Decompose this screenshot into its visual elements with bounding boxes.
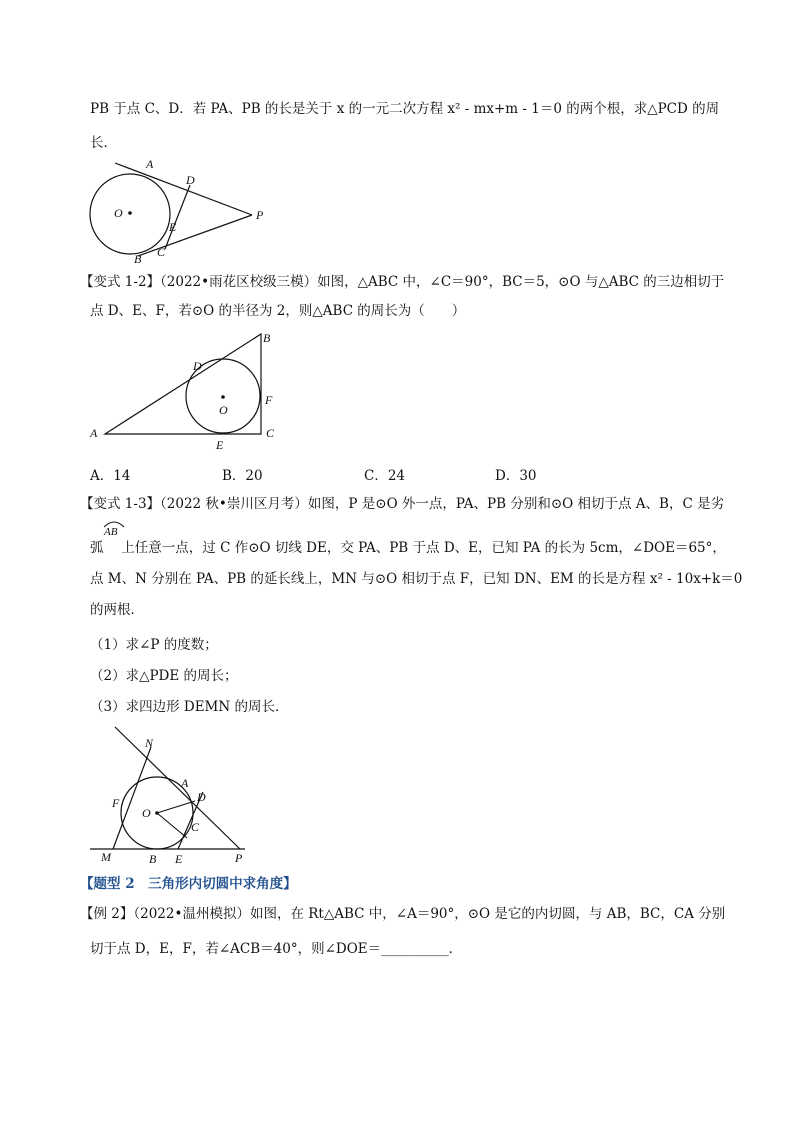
- label-C: C: [266, 426, 275, 440]
- label-E: E: [169, 220, 177, 234]
- label-O: O: [219, 403, 228, 417]
- sub-question-2: （2）求△PDE 的周长；: [90, 668, 238, 684]
- figure-2-incircle-triangle: [85, 328, 285, 453]
- label-O: O: [142, 806, 151, 820]
- label-E: E: [175, 852, 183, 866]
- label-F: F: [112, 796, 120, 810]
- label-B: B: [134, 252, 142, 265]
- label-N: N: [145, 736, 154, 750]
- section-heading: 【题型 2 三角形内切圆中求角度】: [80, 876, 297, 892]
- label-D: D: [193, 359, 202, 373]
- option-c[interactable]: C．24: [364, 468, 406, 484]
- sub-question-3: （3）求四边形 DEMN 的周长．: [90, 699, 289, 715]
- figure-1-tangent-circle: [80, 155, 280, 265]
- label-E: E: [216, 438, 224, 452]
- label-P: P: [235, 851, 243, 865]
- label-D: D: [186, 173, 195, 187]
- label-A: A: [146, 157, 154, 171]
- figure-3-tangent-lines: [85, 725, 255, 867]
- problem-text-line: 【变式 1-3】（2022 秋•崇川区月考）如图，P 是⊙O 外一点，PA、PB 分别和⊙O 相切于点 A、B，C 是劣: [80, 496, 725, 512]
- problem-text-line: 长．: [90, 135, 117, 151]
- option-d[interactable]: D．30: [495, 468, 537, 484]
- sub-question-1: （1）求∠P 的度数；: [90, 637, 218, 653]
- problem-text-line: 点 D、E、F，若⊙O 的半径为 2，则△ABC 的周长为（ ）: [90, 303, 466, 319]
- problem-text-line: 的两根．: [90, 602, 144, 618]
- option-a[interactable]: A．14: [90, 468, 131, 484]
- label-O: O: [114, 206, 123, 220]
- label-A: A: [90, 426, 98, 440]
- problem-text-line: 点 M、N 分别在 PA、PB 的延长线上，MN 与⊙O 相切于点 F，已知 DN、EM 的长是方程 x² - 10x+k＝0: [90, 571, 743, 587]
- problem-text-line: PB 于点 C、D．若 PA、PB 的长是关于 x 的一元二次方程 x² - mx+m - 1＝0 的两个根，求△PCD 的周: [90, 101, 720, 117]
- label-D: D: [197, 790, 206, 804]
- arc-label: AB: [104, 526, 117, 538]
- label-F: F: [265, 393, 273, 407]
- option-b[interactable]: B．20: [222, 468, 263, 484]
- label-B: B: [149, 852, 157, 866]
- label-B: B: [263, 331, 271, 345]
- problem-text-line: 弧 上任意一点，过 C 作⊙O 切线 DE，交 PA、PB 于点 D、E，已知 PA 的长为 5cm，∠DOE＝65°，: [90, 540, 726, 556]
- problem-text-line: 【例 2】（2022•温州模拟）如图，在 Rt△ABC 中，∠A＝90°，⊙O 是它的内切圆，与 AB，BC，CA 分别: [80, 906, 726, 922]
- label-P: P: [256, 208, 264, 222]
- problem-text-line: 切于点 D，E，F，若∠ACB＝40°，则∠DOE＝__________．: [90, 941, 463, 957]
- problem-text-line: 【变式 1-2】（2022•雨花区校级三模）如图，△ABC 中，∠C＝90°，BC＝5，⊙O 与△ABC 的三边相切于: [80, 274, 725, 290]
- label-C: C: [157, 245, 166, 259]
- label-A: A: [181, 776, 189, 790]
- label-C: C: [191, 820, 200, 834]
- label-M: M: [101, 850, 111, 864]
- arc-mark-icon: [103, 520, 125, 528]
